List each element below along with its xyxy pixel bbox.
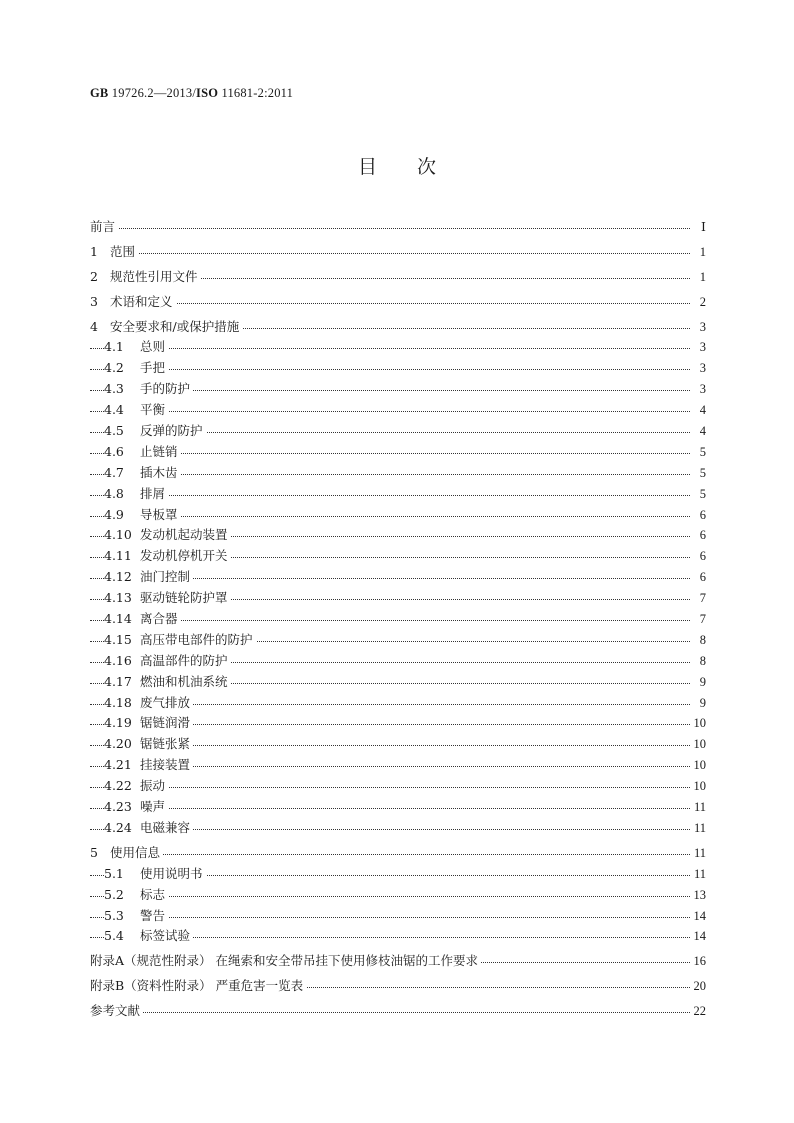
toc-entry-label: 废气排放 [140, 694, 191, 710]
toc-entry[interactable] [90, 317, 706, 338]
toc-entry[interactable] [90, 864, 706, 885]
toc-entry-label: 使用信息 [110, 844, 161, 860]
toc-entry-label: 标志 [140, 886, 166, 902]
toc-entry-title [104, 567, 193, 588]
toc-entry-label: 手的防护 [140, 381, 191, 397]
toc-leader-dots [90, 303, 690, 304]
toc-entry-label: 离合器 [140, 611, 178, 627]
toc-entry-page: 3 [697, 337, 706, 358]
toc-leader-dots [90, 253, 690, 254]
toc-entry-label: 反弹的防护 [140, 423, 203, 439]
toc-entry-page: 2 [697, 292, 706, 313]
toc-entry-title [90, 292, 176, 313]
toc-entry-title [104, 864, 206, 885]
toc-entry-page: 3 [697, 379, 706, 400]
toc-entry-title [104, 484, 168, 505]
toc-entry-label: 高压带电部件的防护 [140, 631, 253, 647]
toc-entry-title [104, 358, 168, 379]
toc-entry-title [90, 1001, 143, 1022]
toc-entry-page: 5 [697, 442, 706, 463]
toc-entry-label: 插木齿 [140, 464, 178, 480]
toc-entry-number: 4.21 [104, 757, 132, 773]
toc-entry-title [104, 525, 231, 546]
toc-entry-title [104, 630, 256, 651]
toc-entry-page: 13 [691, 885, 707, 906]
toc-entry-label: 挂接装置 [140, 757, 191, 773]
toc-entry-label: 高温部件的防护 [140, 652, 228, 668]
toc-entry[interactable] [90, 292, 706, 313]
toc-entry-number: 4.8 [104, 485, 124, 501]
toc-leader-dots [90, 808, 690, 809]
toc-entry-title [104, 546, 231, 567]
toc-entry-page: 20 [691, 976, 707, 997]
toc-entry-page: 6 [697, 546, 706, 567]
toc-entry[interactable] [90, 976, 706, 997]
toc-leader-dots [90, 369, 690, 370]
toc-entry-label: 附录B（资料性附录） 严重危害一览表 [90, 978, 304, 994]
toc-entry-title [104, 885, 168, 906]
toc-entry-number: 4.3 [104, 381, 124, 397]
toc-entry-label: 手把 [140, 360, 166, 376]
toc-entry-number: 4.6 [104, 443, 124, 459]
toc-entry[interactable] [90, 797, 706, 818]
toc-leader-dots [90, 495, 690, 496]
toc-entry-number: 5.4 [104, 928, 124, 944]
toc-entry-number: 4.15 [104, 631, 132, 647]
toc-entry-number: 4 [90, 318, 98, 334]
toc-entry-number: 4.7 [104, 464, 124, 480]
toc-entry-title [104, 651, 231, 672]
toc-entry-number: 4.18 [104, 694, 132, 710]
toc-entry-number: 4.4 [104, 402, 124, 418]
toc-entry-number: 4.17 [104, 673, 132, 689]
toc-entry-number: 3 [90, 293, 98, 309]
toc-entry-label: 附录A（规范性附录） 在绳索和安全带吊挂下使用修枝油锯的工作要求 [90, 953, 479, 969]
toc-entry-number: 4.19 [104, 715, 132, 731]
toc-entry-number: 5.1 [104, 865, 124, 881]
toc-entry-title [104, 421, 206, 442]
toc-entry-title [104, 906, 168, 927]
toc-entry-label: 燃油和机油系统 [140, 673, 228, 689]
toc-entry[interactable] [90, 400, 706, 421]
iso-number: 11681-2:2011 [221, 86, 294, 100]
toc-entry-page: 1 [697, 242, 706, 263]
toc-entry-label: 油门控制 [140, 569, 191, 585]
toc-entry-number: 5.3 [104, 907, 124, 923]
toc-entry[interactable] [90, 421, 706, 442]
toc-entry[interactable] [90, 588, 706, 609]
toc-entry-page: 11 [691, 797, 706, 818]
toc-entry-page: 16 [691, 951, 707, 972]
toc-entry-title [90, 317, 242, 338]
toc-entry-number: 4.11 [104, 548, 132, 564]
toc-entry-title [90, 242, 138, 263]
toc-entry-label: 振动 [140, 778, 166, 794]
toc-entry-title [104, 609, 181, 630]
toc-entry-label: 标签试验 [140, 928, 191, 944]
toc-entry-page: 9 [697, 672, 706, 693]
toc-entry-page: 5 [697, 484, 706, 505]
toc-entry-page: 14 [691, 906, 707, 927]
toc-entry-page: 22 [691, 1001, 707, 1022]
toc-entry-title [104, 505, 181, 526]
toc-leader-dots [90, 228, 690, 229]
toc-entry-number: 4.9 [104, 506, 124, 522]
toc-entry[interactable] [90, 358, 706, 379]
toc-entry-page: 11 [691, 864, 706, 885]
toc-leader-dots [90, 896, 690, 897]
toc-entry-page: 3 [697, 358, 706, 379]
toc-entry[interactable] [90, 217, 706, 238]
toc-entry-number: 4.2 [104, 360, 124, 376]
toc-entry-label: 排屑 [140, 485, 166, 501]
toc-entry[interactable] [90, 442, 706, 463]
toc-entry-title [104, 693, 193, 714]
toc-entry-title [104, 797, 168, 818]
toc-entry[interactable] [90, 818, 706, 839]
toc-entry-number: 4.13 [104, 590, 132, 606]
toc-entry-title [104, 379, 193, 400]
toc-entry-page: 14 [691, 926, 707, 947]
toc-entry-label: 电磁兼容 [140, 819, 191, 835]
toc-entry-page: 10 [691, 713, 707, 734]
toc-entry-page: 6 [697, 505, 706, 526]
toc-entry[interactable] [90, 463, 706, 484]
toc-entry[interactable] [90, 885, 706, 906]
toc-entry[interactable] [90, 672, 706, 693]
iso-prefix: ISO [196, 86, 219, 100]
toc-entry[interactable] [90, 713, 706, 734]
toc-entry[interactable] [90, 651, 706, 672]
toc-entry-label: 总则 [140, 339, 166, 355]
toc-entry-label: 范围 [110, 243, 136, 259]
toc-entry[interactable] [90, 776, 706, 797]
toc-entry[interactable] [90, 906, 706, 927]
toc-entry[interactable] [90, 630, 706, 651]
toc-entry-number: 4.23 [104, 799, 132, 815]
toc-entry[interactable] [90, 1001, 706, 1022]
toc-entry-title [104, 755, 193, 776]
toc-entry-page: 10 [691, 755, 707, 776]
toc-entry-title [104, 926, 193, 947]
toc-entry-label: 噪声 [140, 799, 166, 815]
toc-entry[interactable] [90, 734, 706, 755]
toc-entry-page: 4 [697, 421, 706, 442]
toc-entry-label: 安全要求和/或保护措施 [110, 318, 240, 334]
table-of-contents [90, 217, 706, 1022]
toc-entry-page: 10 [691, 734, 707, 755]
toc-entry-page: 10 [691, 776, 707, 797]
toc-entry-title [90, 267, 201, 288]
toc-entry-title [104, 672, 231, 693]
toc-entry[interactable] [90, 242, 706, 263]
toc-entry-title [104, 463, 181, 484]
toc-entry-page: 3 [697, 317, 706, 338]
toc-entry[interactable] [90, 505, 706, 526]
toc-entry-label: 发动机起动装置 [140, 527, 228, 543]
toc-entry-label: 止链销 [140, 443, 178, 459]
toc-entry-number: 4.10 [104, 527, 132, 543]
toc-entry-label: 使用说明书 [140, 865, 203, 881]
toc-leader-dots [90, 1012, 690, 1013]
toc-entry-label: 导板罩 [140, 506, 178, 522]
toc-entry-number: 4.1 [104, 339, 124, 355]
standard-code [90, 86, 293, 101]
toc-entry-page: 6 [697, 567, 706, 588]
toc-entry[interactable] [90, 609, 706, 630]
toc-entry-page: 11 [691, 843, 706, 864]
toc-entry[interactable] [90, 567, 706, 588]
toc-entry-page: 6 [697, 525, 706, 546]
toc-entry[interactable] [90, 755, 706, 776]
page-title: 目次 [357, 156, 476, 178]
toc-leader-dots [90, 854, 690, 855]
toc-entry-label: 平衡 [140, 402, 166, 418]
toc-entry[interactable] [90, 951, 706, 972]
toc-entry-title [104, 818, 193, 839]
toc-entry-title [104, 588, 231, 609]
toc-entry-page: 4 [697, 400, 706, 421]
toc-entry-page: 11 [691, 818, 706, 839]
toc-entry[interactable] [90, 693, 706, 714]
toc-entry-number: 1 [90, 243, 98, 259]
toc-entry-title [104, 713, 193, 734]
toc-entry-label: 警告 [140, 907, 166, 923]
toc-entry-number: 4.5 [104, 423, 124, 439]
toc-entry-label: 驱动链轮防护罩 [140, 590, 228, 606]
toc-entry-label: 参考文献 [90, 1003, 141, 1019]
toc-leader-dots [90, 787, 690, 788]
toc-leader-dots [90, 917, 690, 918]
toc-entry-label: 锯链润滑 [140, 715, 191, 731]
toc-entry-number: 4.14 [104, 611, 132, 627]
toc-entry[interactable] [90, 484, 706, 505]
toc-entry-number: 4.22 [104, 778, 132, 794]
toc-entry-number: 4.20 [104, 736, 132, 752]
toc-entry[interactable] [90, 267, 706, 288]
toc-entry[interactable] [90, 525, 706, 546]
toc-entry-number: 4.16 [104, 652, 132, 668]
toc-entry-page: Ⅰ [698, 217, 706, 238]
toc-entry-title [90, 217, 118, 238]
standard-prefix: GB [90, 86, 109, 100]
toc-entry[interactable] [90, 843, 706, 864]
toc-entry-page: 5 [697, 463, 706, 484]
toc-entry-title [104, 400, 168, 421]
toc-entry[interactable] [90, 379, 706, 400]
toc-entry-number: 2 [90, 268, 98, 284]
toc-entry-page: 7 [697, 609, 706, 630]
toc-entry-title [90, 976, 306, 997]
toc-entry-label: 前言 [90, 219, 116, 234]
toc-entry-number: 4.24 [104, 819, 132, 835]
toc-entry-label: 规范性引用文件 [110, 268, 198, 284]
toc-entry-title [104, 337, 168, 358]
toc-entry-title [90, 951, 481, 972]
toc-entry-page: 8 [697, 651, 706, 672]
toc-entry-number: 4.12 [104, 569, 132, 585]
toc-leader-dots [90, 348, 690, 349]
standard-number: 19726.2—2013/ [111, 86, 196, 100]
toc-entry-label: 术语和定义 [110, 293, 173, 309]
toc-entry-number: 5 [90, 844, 98, 860]
toc-entry[interactable] [90, 337, 706, 358]
toc-entry[interactable] [90, 926, 706, 947]
toc-entry-title [104, 734, 193, 755]
toc-entry-label: 发动机停机开关 [140, 548, 228, 564]
toc-leader-dots [90, 411, 690, 412]
toc-entry-number: 5.2 [104, 886, 124, 902]
toc-entry-title [104, 776, 168, 797]
toc-entry-page: 7 [697, 588, 706, 609]
toc-entry-page: 1 [697, 267, 706, 288]
toc-entry-page: 8 [697, 630, 706, 651]
toc-entry-page: 9 [697, 693, 706, 714]
toc-entry-title [104, 442, 181, 463]
toc-entry[interactable] [90, 546, 706, 567]
toc-entry-label: 锯链张紧 [140, 736, 191, 752]
toc-entry-title [90, 843, 163, 864]
